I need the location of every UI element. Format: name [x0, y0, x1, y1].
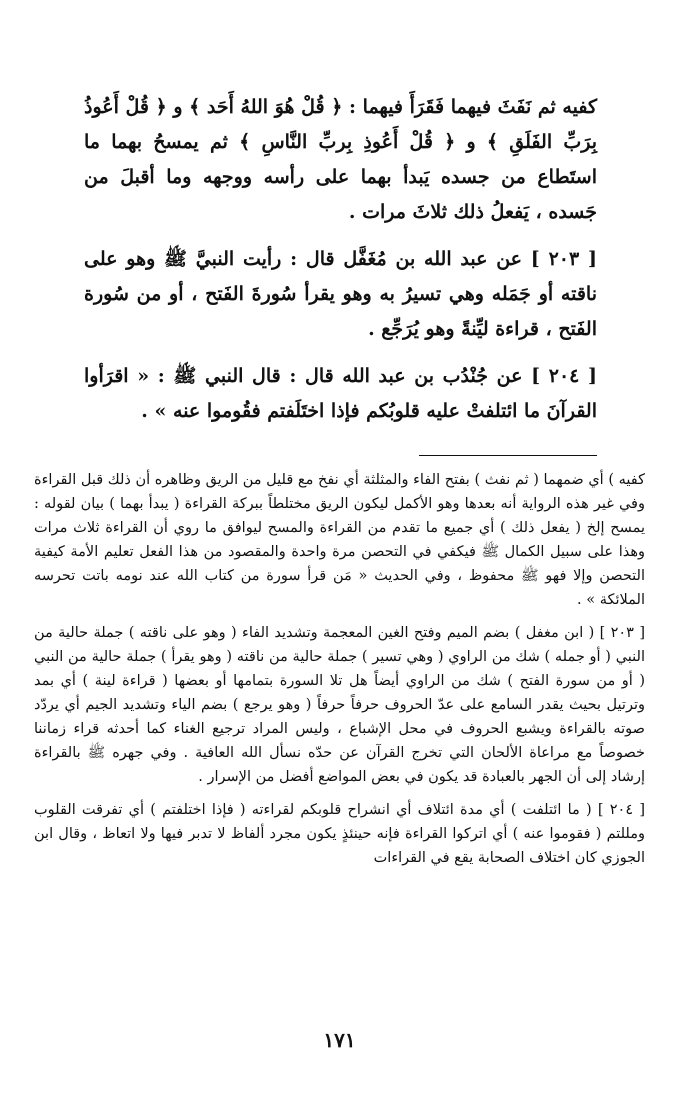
commentary-notes: [34, 468, 645, 879]
footnote-divider: [419, 455, 597, 456]
commentary-paragraph-203: [ ٢٠٣ ] ( ابن مغفل ) بضم الميم وفتح الغين المعجمة وتشديد الفاء ( وهو على ناقته ) جملة حالية من النبي ( أو جمله ) شك من الراوي ( وهي تسير ) جملة حالية من ناقته ( وهو يقرأ ) جملة حالية من النبي ( أو من سورة الفتح ) شك من الراوي أيضاً هل تلا السورة بتمامها أو بعضها ( قراءة لينة ) أي بمد وترتيل بحيث يقدر السامع على عدّ الحروف حرفاً حرفاً ( وهو يرجع ) بضم الياء وتشديد الجيم أي يردّد صوته بالقراءة ويشبع الحروف في محل الإشباع ، وليس المراد ترجيع الغناء كما أحدثه قراء زماننا خصوصاً مع مراعاة الألحان التي تخرج القرآن عن حدّه نسأل الله العافية . وفي جهره ﷺ بالقراءة إرشاد إلى أن الجهر بالعبادة قد يكون في بعض المواضع أفضل من الإسرار .: [34, 625, 645, 785]
hadith-paragraph-203: [ ٢٠٣ ] عن عبد الله بن مُغَفَّل قال : رأيت النبيَّ ﷺ وهو على ناقته أو جَمَله وهي تسيرُ به وهو يقرأ سُورةَ الفَتح ، أو من سُورة الفَتح ، قراءة ليِّنةً وهو يُرَجِّع .: [84, 248, 597, 340]
hadith-paragraph-204: [ ٢٠٤ ] عن جُنْدُب بن عبد الله قال : قال النبي ﷺ : « اقرَأوا القرآنَ ما ائتلفتْ عليه قلوبُكم فإذا اختَلَفتم فقُوموا عنه » .: [84, 365, 597, 422]
commentary-paragraph-204: [ ٢٠٤ ] ( ما ائتلفت ) أي مدة ائتلاف أي انشراح قلوبكم لقراءته ( فإذا اختلفتم ) أي تفرقت القلوب ومللتم ( فقوموا عنه ) أي اتركوا القراءة فإنه حينئذٍ يكون مجرد ألفاظ لا تدبر فيها ولا اتعاظ ، وقال ابن الجوزي كان اختلاف الصحابة يقع في القراءات: [34, 802, 645, 866]
hadith-text: [84, 90, 597, 441]
page-number: ١٧١: [323, 1028, 356, 1052]
commentary-paragraph-1: كفيه ) أي ضمهما ( ثم نفث ) بفتح الفاء والمثلثة أي نفخ مع قليل من الريق وظاهره أن ذلك قبل القراءة وفي غير هذه الرواية أنه بعدها وهو الأكمل ليكون الريق مختلطاً ببركة القراءة ( يبدأ بهما ) بيان لقوله : يمسح إلخ ( يفعل ذلك ) أي جميع ما تقدم من القراءة والمسح ليوافق ما روي أن القراءة ثلاث مرات وهذا على سبيل الكمال ﷺ فيكفي في التحصن مرة واحدة والمقصود من هذا الفعل تعليم الأمة كيفية التحصن وإلا فهو ﷺ محفوظ ، وفي الحديث « مَن قرأ سورة من كتاب الله عند نومه باتت تحرسه الملائكة » .: [34, 472, 645, 608]
hadith-paragraph-1: كفيه ثم نَفَثَ فيهما فَقَرَأَ فيهما : ﴿ قُلْ هُوَ اللهُ أَحَد ﴾ و ﴿ قُلْ أَعُوذُ بِرَبِّ الفَلَقِ ﴾ و ﴿ قُلْ أَعُوذِ بِربِّ النَّاسِ ﴾ ثم يمسحُ بهما ما استَطاع من جسده يَبدأ بهما على رأسه ووجهه وما أقبلَ من جَسده ، يَفعلُ ذلك ثلاثَ مرات .: [84, 96, 597, 223]
